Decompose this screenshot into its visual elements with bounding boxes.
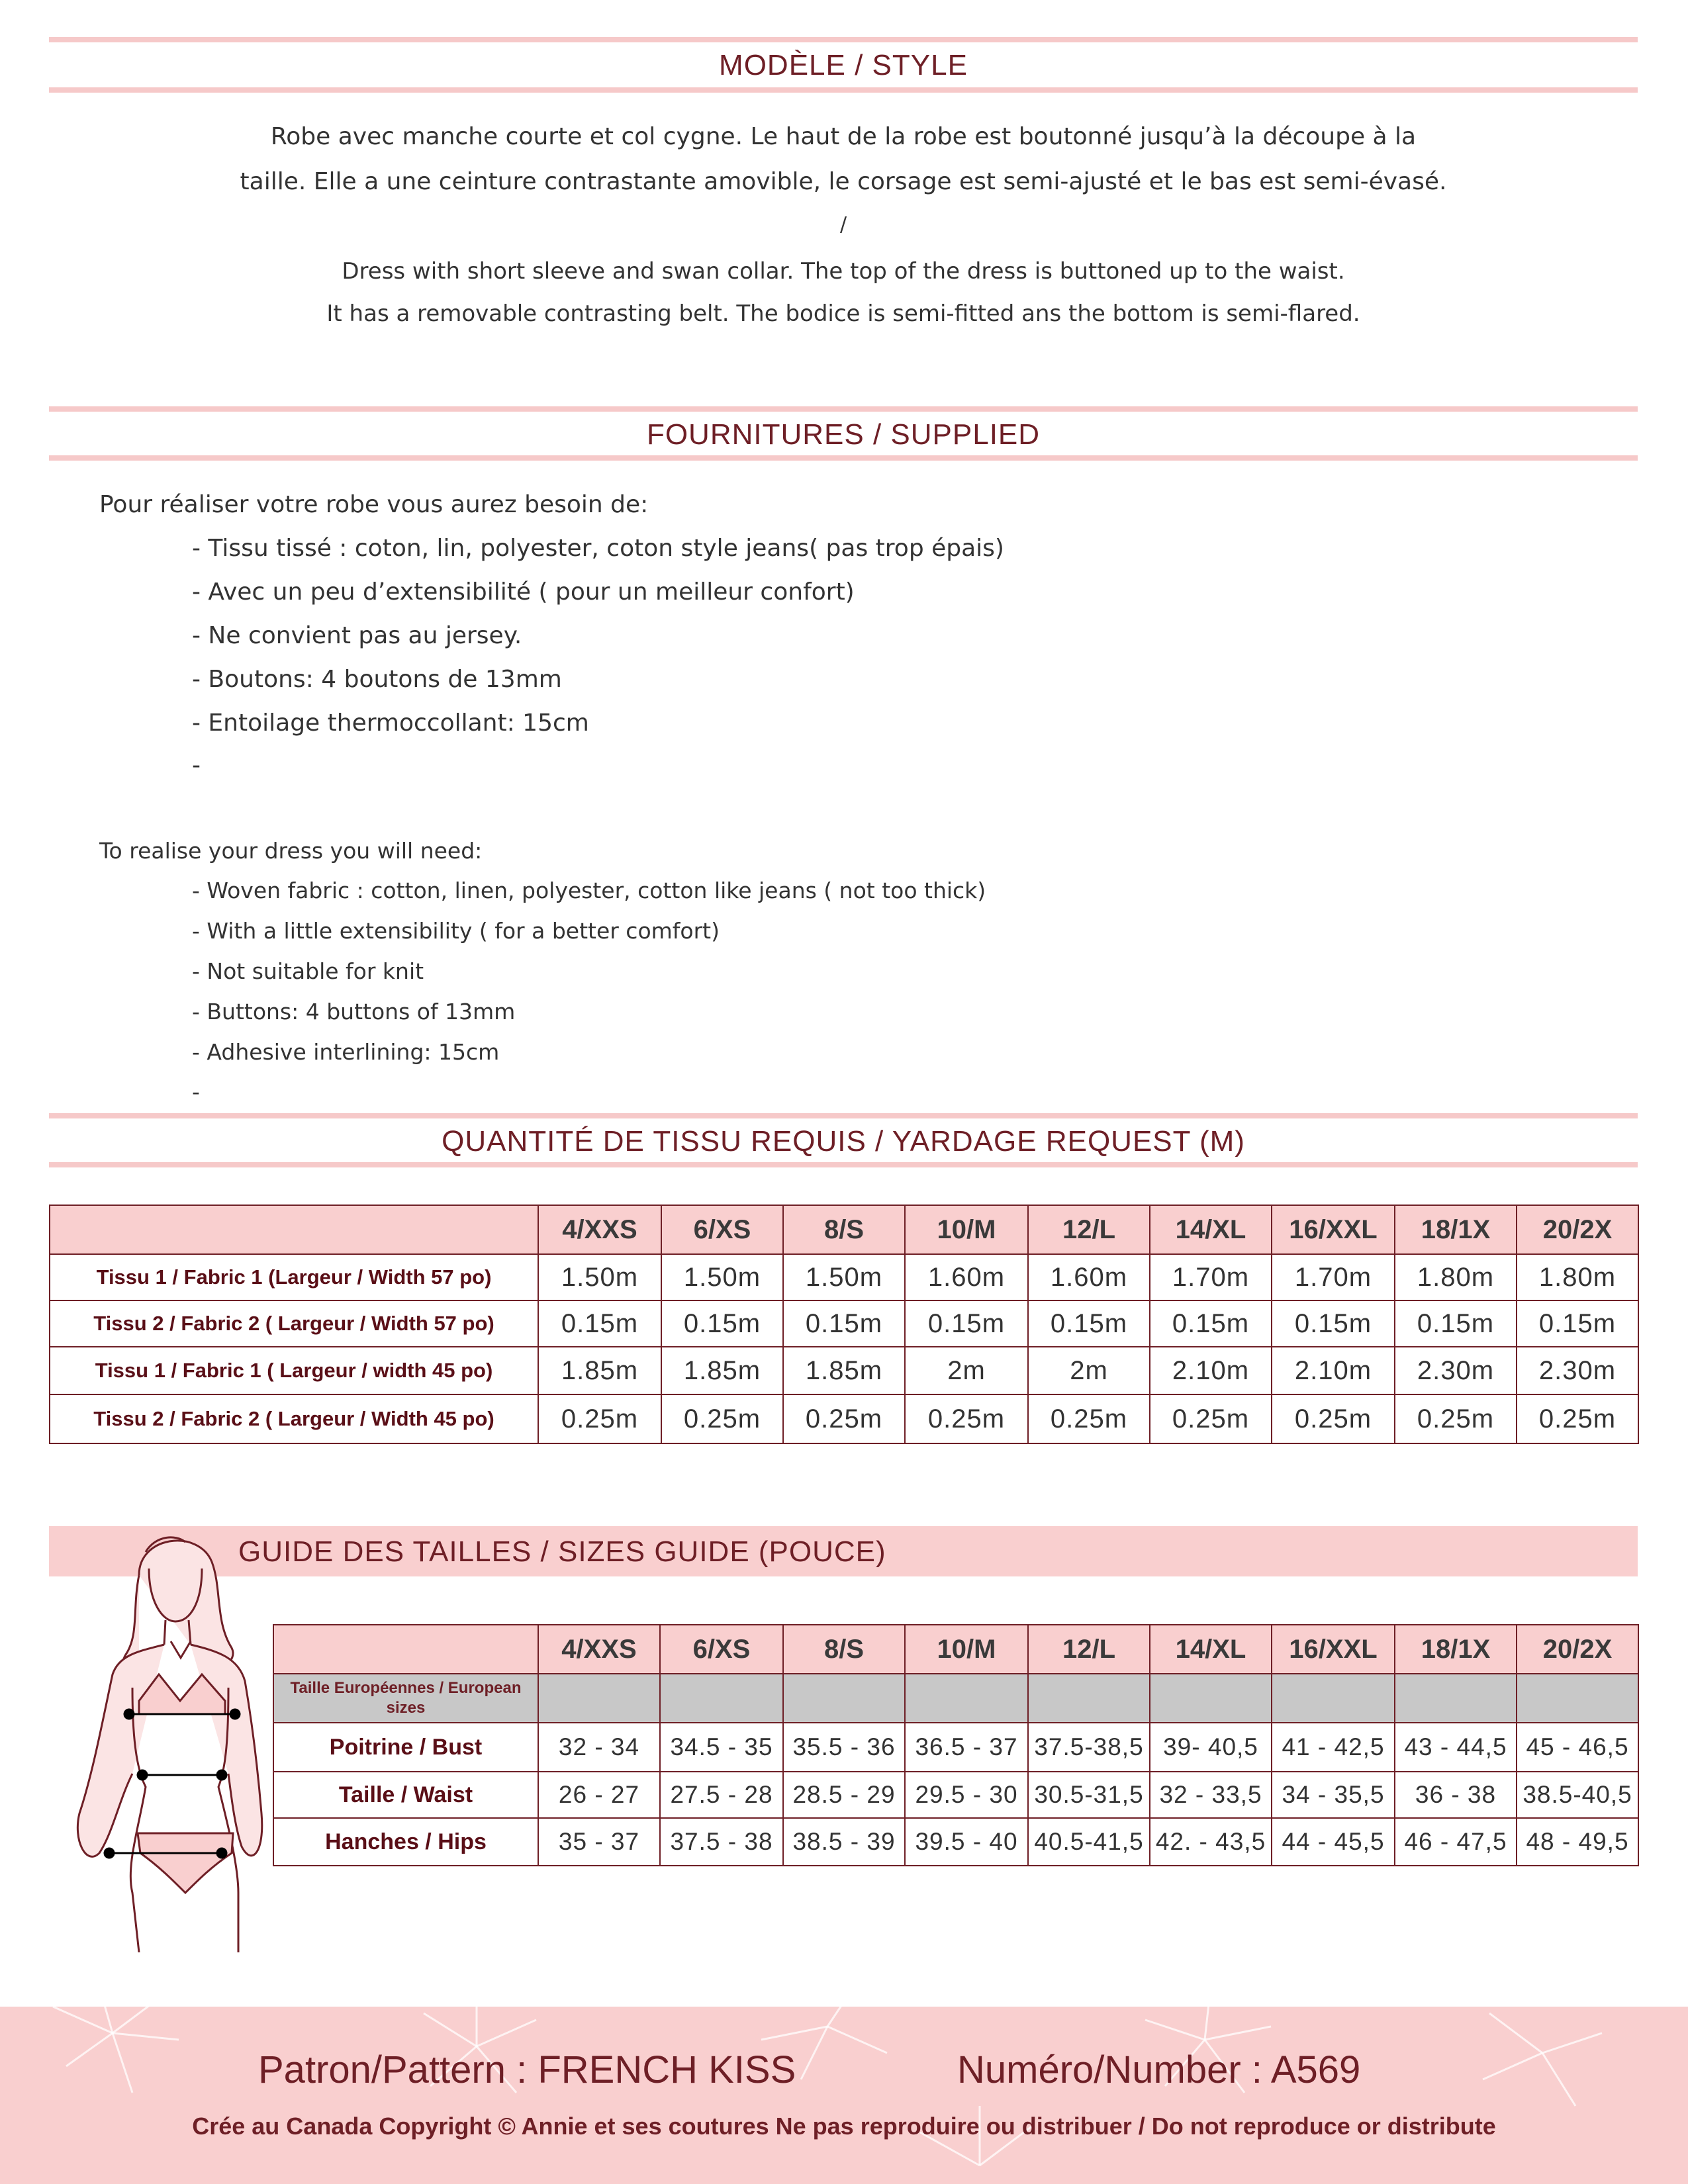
- table-cell: 27.5 - 28: [660, 1772, 783, 1818]
- table-cell: 0.25m: [1517, 1394, 1638, 1443]
- table-cell: 0.15m: [1395, 1300, 1517, 1347]
- table-cell: 41 - 42,5: [1272, 1723, 1395, 1772]
- supplies-fr-item: - Avec un peu d’extensibilité ( pour un meilleur confort): [192, 578, 855, 606]
- supplies-fr-intro: Pour réaliser votre robe vous aurez besoin de:: [99, 491, 649, 518]
- table-row: [50, 1394, 1638, 1443]
- supplies-en-item: - With a little extensibility ( for a better comfort): [192, 918, 720, 944]
- table-cell: 0.15m: [538, 1300, 661, 1347]
- yardage-section-title: QUANTITÉ DE TISSU REQUIS / YARDAGE REQUEST (M): [442, 1125, 1245, 1158]
- size-guide-header-corner: [273, 1625, 538, 1674]
- supplies-fr-item: - Ne convient pas au jersey.: [192, 622, 522, 649]
- table-cell: 1.85m: [783, 1347, 905, 1394]
- size-header: 18/1X: [1395, 1205, 1517, 1254]
- table-row: [273, 1772, 1638, 1818]
- row-label: Tissu 2 / Fabric 2 ( Largeur / Width 57 po): [50, 1300, 538, 1347]
- table-row: [50, 1347, 1638, 1394]
- table-cell: 1.85m: [661, 1347, 783, 1394]
- style-section-title: MODÈLE / STYLE: [719, 49, 968, 81]
- row-label: Tissu 2 / Fabric 2 ( Largeur / Width 45 po): [50, 1394, 538, 1443]
- size-header: 16/XXL: [1272, 1625, 1395, 1674]
- supplies-en-item: - Adhesive interlining: 15cm: [192, 1039, 500, 1065]
- style-fr-line-2: taille. Elle a une ceinture contrastante amovible, le corsage est semi-ajusté et le bas est semi-évasé.: [240, 168, 1447, 195]
- table-cell: 38.5-40,5: [1517, 1772, 1638, 1818]
- table-cell: 1.50m: [661, 1254, 783, 1300]
- table-row: [50, 1254, 1638, 1300]
- table-cell: 1.60m: [1028, 1254, 1150, 1300]
- european-sizes-label: Taille Européennes / European sizes: [273, 1674, 538, 1723]
- table-cell: 35 - 37: [538, 1818, 660, 1866]
- table-cell: 0.25m: [538, 1394, 661, 1443]
- table-cell: 37.5 - 38: [660, 1818, 783, 1866]
- table-cell: 0.25m: [783, 1394, 905, 1443]
- size-header: 6/XS: [661, 1205, 783, 1254]
- table-cell: 0.15m: [905, 1300, 1028, 1347]
- table-cell: 29.5 - 30: [905, 1772, 1028, 1818]
- row-label: Tissu 1 / Fabric 1 (Largeur / Width 57 po): [50, 1254, 538, 1300]
- table-cell: [905, 1674, 1028, 1723]
- row-label: Taille / Waist: [273, 1772, 538, 1818]
- table-cell: 0.15m: [1150, 1300, 1272, 1347]
- size-header: 10/M: [905, 1625, 1028, 1674]
- yardage-table: [49, 1205, 1639, 1444]
- size-header: 18/1X: [1395, 1625, 1517, 1674]
- supplies-fr-item: -: [192, 752, 201, 779]
- style-top-line: [49, 37, 1638, 42]
- yardage-header-row: [50, 1205, 1638, 1254]
- table-cell: 0.25m: [1150, 1394, 1272, 1443]
- pattern-name: Patron/Pattern : FRENCH KISS: [258, 2048, 796, 2091]
- table-cell: 44 - 45,5: [1272, 1818, 1395, 1866]
- row-label: Tissu 1 / Fabric 1 ( Largeur / width 45 po): [50, 1347, 538, 1394]
- table-row: [273, 1818, 1638, 1866]
- table-cell: 0.15m: [1517, 1300, 1638, 1347]
- table-cell: 2m: [1028, 1347, 1150, 1394]
- supplies-fr-item: - Tissu tissé : coton, lin, polyester, coton style jeans( pas trop épais): [192, 535, 1004, 562]
- supplies-en-intro: To realise your dress you will need:: [99, 838, 483, 864]
- supplies-top-line: [49, 406, 1638, 412]
- size-header: 6/XS: [660, 1625, 783, 1674]
- size-header: 12/L: [1028, 1205, 1150, 1254]
- size-guide-table: [273, 1624, 1639, 1866]
- table-cell: 36.5 - 37: [905, 1723, 1028, 1772]
- table-cell: [1395, 1674, 1517, 1723]
- style-fr-line-1: Robe avec manche courte et col cygne. Le haut de la robe est boutonné jusqu’à la découpe à la: [270, 123, 1417, 150]
- table-cell: 32 - 33,5: [1150, 1772, 1272, 1818]
- table-cell: 0.15m: [783, 1300, 905, 1347]
- table-cell: 1.50m: [783, 1254, 905, 1300]
- table-cell: 1.85m: [538, 1347, 661, 1394]
- table-cell: 34 - 35,5: [1272, 1772, 1395, 1818]
- table-cell: 40.5-41,5: [1028, 1818, 1150, 1866]
- table-cell: [783, 1674, 905, 1723]
- style-en-line-2: It has a removable contrasting belt. The bodice is semi-fitted ans the bottom is semi-flared.: [326, 300, 1360, 327]
- size-header: 14/XL: [1150, 1205, 1272, 1254]
- table-cell: 32 - 34: [538, 1723, 660, 1772]
- table-cell: [1272, 1674, 1395, 1723]
- body-figure-illustration: [40, 1522, 278, 1952]
- table-cell: 2m: [905, 1347, 1028, 1394]
- copyright-notice: Crée au Canada Copyright © Annie et ses coutures Ne pas reproduire ou distribuer / Do not reproduce or distribute: [192, 2113, 1496, 2140]
- supplies-en-item: - Not suitable for knit: [192, 958, 424, 984]
- table-cell: 1.70m: [1150, 1254, 1272, 1300]
- table-cell: 45 - 46,5: [1517, 1723, 1638, 1772]
- size-header: 4/XXS: [538, 1625, 660, 1674]
- row-label: Hanches / Hips: [273, 1818, 538, 1866]
- table-cell: 0.15m: [1272, 1300, 1395, 1347]
- table-cell: [1150, 1674, 1272, 1723]
- table-cell: 48 - 49,5: [1517, 1818, 1638, 1866]
- table-cell: [1028, 1674, 1150, 1723]
- table-cell: 0.25m: [661, 1394, 783, 1443]
- table-cell: 0.25m: [1395, 1394, 1517, 1443]
- table-cell: 26 - 27: [538, 1772, 660, 1818]
- table-cell: 1.60m: [905, 1254, 1028, 1300]
- size-header: 14/XL: [1150, 1625, 1272, 1674]
- table-cell: 30.5-31,5: [1028, 1772, 1150, 1818]
- table-cell: 2.10m: [1272, 1347, 1395, 1394]
- supplies-bottom-line: [49, 455, 1638, 461]
- table-cell: 34.5 - 35: [660, 1723, 783, 1772]
- table-row: [273, 1723, 1638, 1772]
- size-header: 8/S: [783, 1205, 905, 1254]
- row-label: Poitrine / Bust: [273, 1723, 538, 1772]
- table-cell: 39- 40,5: [1150, 1723, 1272, 1772]
- table-cell: 1.80m: [1395, 1254, 1517, 1300]
- table-cell: 1.80m: [1517, 1254, 1638, 1300]
- yardage-bottom-line: [49, 1162, 1638, 1167]
- size-header: 20/2X: [1517, 1205, 1638, 1254]
- supplies-en-item: -: [192, 1079, 200, 1105]
- table-cell: 0.15m: [1028, 1300, 1150, 1347]
- table-cell: [538, 1674, 660, 1723]
- table-cell: 42. - 43,5: [1150, 1818, 1272, 1866]
- supplies-en-item: - Buttons: 4 buttons of 13mm: [192, 999, 516, 1024]
- style-bottom-line: [49, 87, 1638, 93]
- style-separator: /: [839, 213, 847, 236]
- table-cell: [1517, 1674, 1638, 1723]
- supplies-fr-item: - Entoilage thermoccollant: 15cm: [192, 709, 589, 737]
- table-cell: 0.25m: [1272, 1394, 1395, 1443]
- table-cell: 1.70m: [1272, 1254, 1395, 1300]
- table-cell: 35.5 - 36: [783, 1723, 905, 1772]
- table-cell: 36 - 38: [1395, 1772, 1517, 1818]
- style-en-line-1: Dress with short sleeve and swan collar. The top of the dress is buttoned up to the waist.: [342, 258, 1345, 285]
- size-header: 16/XXL: [1272, 1205, 1395, 1254]
- supplies-fr-item: - Boutons: 4 boutons de 13mm: [192, 666, 562, 693]
- european-sizes-row: [273, 1674, 1638, 1723]
- table-cell: 46 - 47,5: [1395, 1818, 1517, 1866]
- table-row: [50, 1300, 1638, 1347]
- size-header: 10/M: [905, 1205, 1028, 1254]
- supplies-en-item: - Woven fabric : cotton, linen, polyester, cotton like jeans ( not too thick): [192, 878, 986, 903]
- yardage-top-line: [49, 1113, 1638, 1118]
- supplies-section-title: FOURNITURES / SUPPLIED: [646, 418, 1041, 451]
- size-header: 4/XXS: [538, 1205, 661, 1254]
- table-cell: 0.15m: [661, 1300, 783, 1347]
- yardage-header-corner: [50, 1205, 538, 1254]
- size-header: 12/L: [1028, 1625, 1150, 1674]
- table-cell: 0.25m: [905, 1394, 1028, 1443]
- table-cell: 39.5 - 40: [905, 1818, 1028, 1866]
- pattern-number: Numéro/Number : A569: [957, 2048, 1361, 2091]
- table-cell: 1.50m: [538, 1254, 661, 1300]
- table-cell: 28.5 - 29: [783, 1772, 905, 1818]
- footer-banner: [0, 2007, 1688, 2184]
- size-header: 8/S: [783, 1625, 905, 1674]
- table-cell: 2.30m: [1395, 1347, 1517, 1394]
- size-guide-title: GUIDE DES TAILLES / SIZES GUIDE (POUCE): [238, 1535, 886, 1568]
- table-cell: 37.5-38,5: [1028, 1723, 1150, 1772]
- table-cell: 2.10m: [1150, 1347, 1272, 1394]
- table-cell: [660, 1674, 783, 1723]
- table-cell: 0.25m: [1028, 1394, 1150, 1443]
- size-guide-header-row: [273, 1625, 1638, 1674]
- size-header: 20/2X: [1517, 1625, 1638, 1674]
- table-cell: 43 - 44,5: [1395, 1723, 1517, 1772]
- dandelion-decoration: [0, 2007, 1688, 2184]
- table-cell: 2.30m: [1517, 1347, 1638, 1394]
- table-cell: 38.5 - 39: [783, 1818, 905, 1866]
